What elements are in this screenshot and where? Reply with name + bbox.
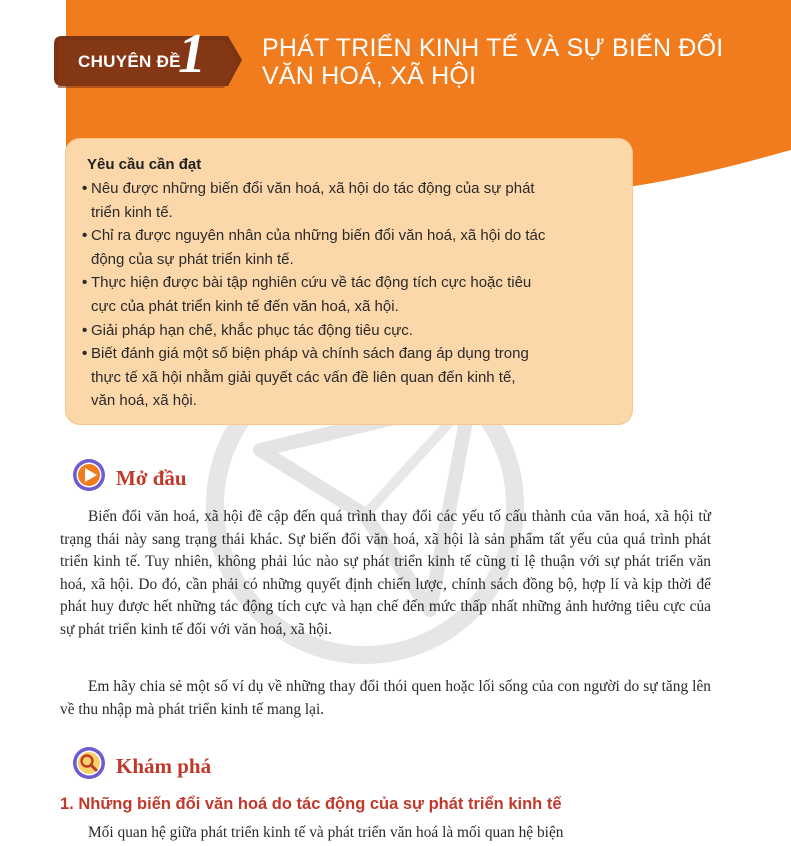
topic-title [262, 34, 762, 90]
bullet: • [82, 274, 88, 292]
bullet: • [82, 180, 88, 197]
requirements-heading: Yêu cầu cần đạt [87, 156, 202, 173]
section-title-kham-pha: Khám phá [116, 754, 212, 778]
requirement-item: • Biết đánh giá một số biện pháp và chính sách đang áp dụng trong thực tế xã hội nhằm giải quyết các vấn đề liên quan đến kinh tế, văn hoá, xã hội. [82, 342, 622, 413]
topic-title-line1: PHÁT TRIỂN KINH TẾ VÀ SỰ BIẾN ĐỔI [262, 34, 724, 62]
kham-pha-subheading: 1. Những biến đổi văn hoá do tác động của sự phát triển kinh tế [60, 795, 562, 813]
mo-dau-paragraph-2: Em hãy chia sẻ một số ví dụ về những thay đổi thói quen hoặc lối sống của con người do sự tăng lên về thu nhập mà phát triển kinh tế mang lại. [60, 678, 711, 718]
requirement-item: • Thực hiện được bài tập nghiên cứu về tác động tích cực hoặc tiêu cực của phát triển kinh tế đến văn hoá, xã hội. [82, 271, 622, 318]
bullet: • [82, 345, 88, 363]
magnifier-icon [72, 746, 106, 780]
requirements-list [82, 177, 622, 413]
kham-pha-paragraph-start: Mối quan hệ giữa phát triển kinh tế và phát triển văn hoá là mối quan hệ biện [88, 824, 564, 841]
topic-title-line2: VĂN HOÁ, XÃ HỘI [262, 62, 477, 90]
mo-dau-paragraph-1: Biến đổi văn hoá, xã hội đề cập đến quá trình thay đổi các yếu tố cấu thành của văn hoá, xã hội từ trạng thái này sang trạng thái khác. Sự biến đổi văn hoá, xã hội là sản phẩm tất yếu của quá trình phát triển kinh tế. Tuy nhiên, không phải lúc nào sự phát triển kinh tế cũng tỉ lệ thuận với sự phát triển văn hoá, xã hội. Do đó, cần phải có những quyết định chiến lược, chính sách đồng bộ, hợp lí và kịp thời để phát huy được hết những tác động tích cực và hạn chế đến mức thấp nhất những ảnh hưởng tiêu cực của sự phát triển kinh tế đối với văn hoá, xã hội. [60, 508, 711, 638]
requirement-item: • Nêu được những biến đổi văn hoá, xã hội do tác động của sự phát triển kinh tế. [82, 177, 622, 224]
chuyen-de-label: CHUYÊN ĐỀ [78, 52, 181, 71]
bullet: • [82, 321, 88, 339]
chuyen-de-number: 1 [178, 23, 206, 85]
requirement-item: • Chỉ ra được nguyên nhân của những biến đổi văn hoá, xã hội do tác động của sự phát triển kinh tế. [82, 224, 622, 271]
requirement-item: • Giải pháp hạn chế, khắc phục tác động tiêu cực. [82, 319, 622, 343]
bullet: • [82, 227, 88, 245]
play-icon [72, 458, 106, 492]
section-title-mo-dau: Mở đầu [116, 466, 187, 490]
